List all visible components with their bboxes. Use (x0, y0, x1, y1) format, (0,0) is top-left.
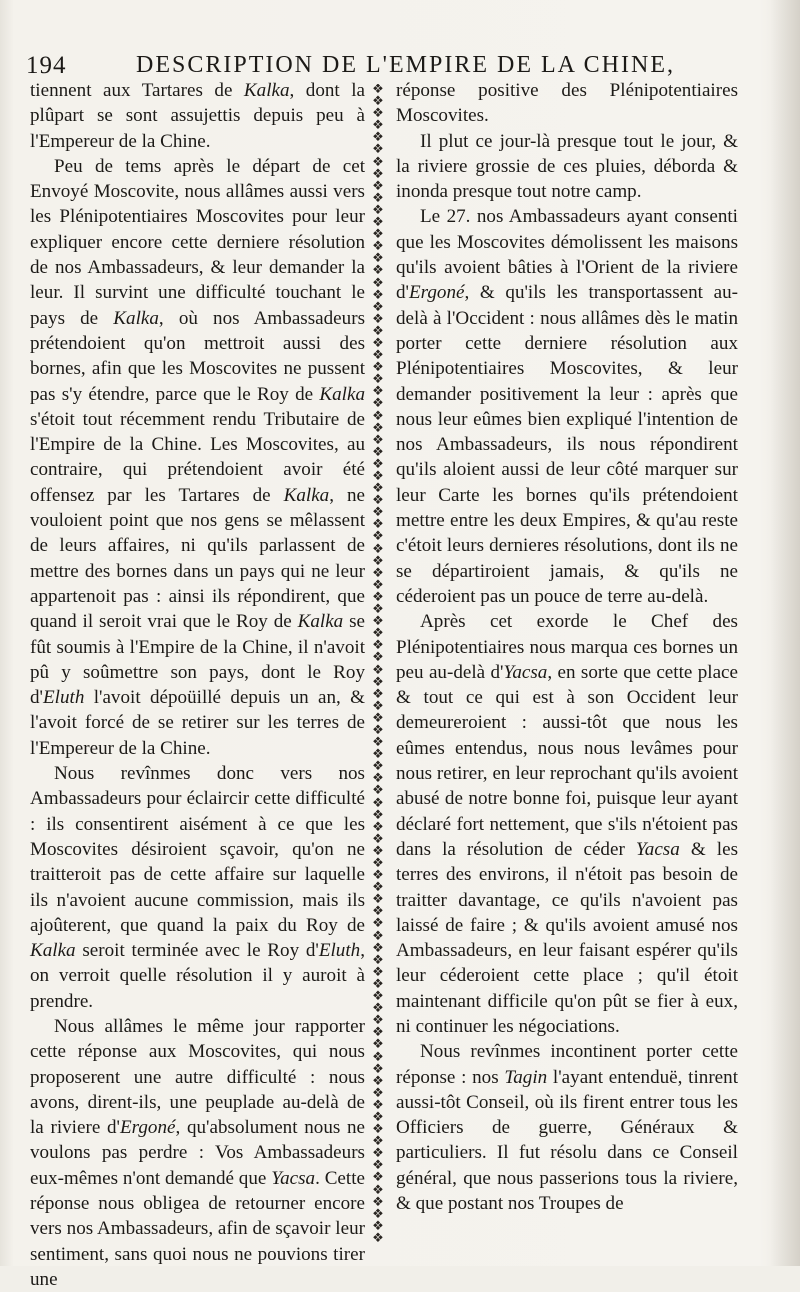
text-run: Le 27. nos Ambassadeurs ayant consenti que les Moscovites démolissent les maisons qu'ils avoient bâties à l'Orient de la riviere d' (396, 206, 738, 304)
ornament-glyph: ❖ (372, 940, 384, 956)
ornament-glyph: ❖ (372, 577, 384, 593)
ornament-glyph: ❖ (372, 84, 384, 97)
ornament-glyph: ❖ (372, 783, 384, 799)
paragraph (396, 609, 738, 1039)
ornament-glyph: ❖ (372, 626, 384, 642)
ornament-glyph: ❖ (372, 505, 384, 521)
ornament-glyph: ❖ (372, 469, 384, 484)
paragraph (30, 761, 365, 1014)
ornament-glyph: ❖ (372, 481, 384, 497)
ornament-glyph: ❖ (372, 287, 384, 303)
ornament-glyph: ❖ (372, 553, 384, 569)
page-edge-shadow (770, 0, 800, 1266)
left-text-column (30, 78, 365, 1292)
ornament-glyph: ❖ (372, 843, 384, 859)
ornament-glyph: ❖ (372, 118, 384, 134)
ornament-glyph: ❖ (372, 1182, 384, 1198)
italic-proper-noun: Yacsa (635, 838, 680, 860)
ornament-glyph: ❖ (372, 178, 384, 194)
ornament-glyph: ❖ (372, 1206, 384, 1222)
ornament-glyph: ❖ (372, 154, 384, 170)
ornament-glyph: ❖ (372, 1073, 384, 1089)
ornament-glyph: ❖ (372, 964, 384, 980)
ornament-glyph: ❖ (372, 856, 384, 871)
ornament-glyph: ❖ (372, 1013, 384, 1029)
ornament-glyph: ❖ (372, 227, 384, 243)
ornament-glyph: ❖ (372, 517, 384, 533)
ornament-glyph: ❖ (372, 142, 384, 158)
italic-proper-noun: Tagin (504, 1066, 548, 1088)
ornament-glyph: ❖ (372, 686, 384, 702)
paragraph (30, 78, 365, 154)
ornament-glyph: ❖ (372, 384, 384, 400)
ornament-glyph: ❖ (372, 529, 384, 545)
ornament-glyph: ❖ (372, 795, 384, 811)
ornament-glyph: ❖ (372, 928, 384, 944)
ornament-glyph: ❖ (372, 916, 384, 932)
ornament-glyph: ❖ (372, 989, 384, 1005)
text-run: se fût soumis à l'Empire de la Chine, il n'avoit pû y soûmettre son pays, dont le Roy d' (30, 611, 366, 709)
italic-proper-noun: Kalka (113, 307, 159, 329)
text-run: , ne vouloient point que nos gens se mêlassent de leurs affaires, ni qu'ils parlassent de mettre des bornes dans un pays qui ne leur appartenoit pas : ainsi ils répondirent, que quand il seroit vrai que le Roy de (30, 484, 365, 633)
italic-proper-noun: Kalka (243, 80, 290, 101)
italic-proper-noun: Eluth (43, 687, 85, 709)
ornament-glyph: ❖ (372, 1061, 384, 1077)
ornament-glyph: ❖ (372, 589, 384, 605)
ornament-glyph: ❖ (372, 263, 384, 279)
ornament-glyph: ❖ (372, 892, 384, 908)
text-run: Nous revînmes incontinent porter cette réponse : nos (396, 1041, 738, 1088)
text-run: Nous revînmes donc vers nos Ambassadeurs pour éclaircir cette difficulté : ils consentirent aisément à ce que les Moscovites désiroient sçavoir, qu'on ne traitteroit pas de cette affaire sur laquelle ils n'avoient aucune commission, mais ils ajoûterent, que quand la paix du Roy de (30, 763, 365, 936)
ornament-glyph: ❖ (372, 735, 384, 751)
ornament-glyph: ❖ (372, 807, 384, 823)
ornament-glyph: ❖ (372, 1097, 384, 1113)
italic-proper-noun: Kalka (319, 383, 365, 405)
ornament-glyph: ❖ (372, 831, 384, 847)
italic-proper-noun: Ergoné (119, 1117, 176, 1139)
ornament-glyph: ❖ (372, 747, 384, 763)
text-run: , & qu'ils les transportassent au-delà à l'Occident : nous allâmes dès le matin porter cette derniere résolution aux Plénipotentiaires Moscovites, & leur demander positivement la leur : après que nous leur eûmes bien expliqué l'intention de nos Ambassadeurs, ils nous répondirent qu'ils aloient aussi de leur côté marquer sur leur Carte les bornes qu'ils prétendoient mettre entre les deux Empires, & qu'au reste c'étoit leurs dernieres résolutions, dont ils ne se départiroient jamais, & qu'ils ne céderoient pas un pouce de terre au-delà. (396, 282, 738, 607)
text-run: l'ayant entenduë, tinrent aussi-tôt Conseil, où ils firent entrer tous les Officiers de guerre, Généraux & particuliers. Il fut résolu dans ce Conseil général, que nous passerions tous la riviere, & que postant nos Troupes de (396, 1066, 738, 1215)
text-run: , qu'absolument nous ne voulons pas perdre : Vos Ambassadeurs eux-mêmes n'ont demandé que (30, 1117, 366, 1189)
italic-proper-noun: Ergoné (409, 282, 465, 304)
ornament-glyph: ❖ (372, 94, 384, 110)
ornament-glyph: ❖ (372, 1025, 384, 1041)
ornament-glyph: ❖ (372, 130, 384, 146)
ornament-glyph: ❖ (372, 976, 384, 992)
ornament-glyph: ❖ (372, 372, 384, 388)
ornament-glyph: ❖ (372, 565, 384, 581)
ornament-glyph: ❖ (372, 952, 384, 968)
ornament-glyph: ❖ (372, 323, 384, 339)
column-ornament-divider (368, 84, 388, 1244)
text-run: tiennent aux Tartares de (30, 80, 244, 101)
text-run: l'avoit dépoüillé depuis un an, & l'avoit forcé de se retirer sur les terres de l'Empereur de la Chine. (30, 687, 365, 759)
ornament-glyph: ❖ (372, 456, 384, 472)
paragraph (396, 204, 738, 609)
paragraph (396, 78, 738, 129)
ornament-glyph: ❖ (372, 1134, 384, 1150)
ornament-glyph: ❖ (372, 493, 384, 509)
ornament-glyph: ❖ (372, 1049, 384, 1065)
ornament-glyph: ❖ (372, 106, 384, 122)
text-run: réponse positive des Plénipotentiaires Moscovites. (396, 80, 738, 127)
ornament-glyph: ❖ (372, 1218, 384, 1234)
ornament-glyph: ❖ (372, 215, 384, 231)
ornament-glyph: ❖ (372, 1122, 384, 1138)
ornament-glyph: ❖ (372, 868, 384, 884)
text-run: & les terres des environs, il n'étoit pas besoin de traitter davantage, ce qu'ils n'avoient pas laissé de faire ; & qu'ils avoient amusé nos Ambassadeurs, en leur faisant espérer qu'ils leur céderoient cette place ; qu'il étoit maintenant difficile qu'on pût se fier à eux, ni continuer les négociations. (396, 838, 739, 1037)
ornament-glyph: ❖ (372, 722, 384, 738)
italic-proper-noun: Yacsa (503, 661, 548, 683)
text-run: Il plut ce jour-là presque tout le jour, & la riviere grossie de ces pluies, déborda & inonda presque tout notre camp. (396, 130, 738, 203)
ornament-glyph: ❖ (372, 432, 384, 448)
text-run: , dont la plûpart se sont assujettis depuis peu à l'Empereur de la Chine. (30, 80, 365, 152)
ornament-glyph: ❖ (372, 420, 384, 436)
ornament-glyph: ❖ (372, 650, 384, 666)
text-run: Nous allâmes le même jour rapporter cette réponse aux Moscovites, qui nous proposerent une autre difficulté : nous avons, dirent-ils, une peuplade au-delà de la riviere d' (30, 1015, 365, 1139)
ornament-glyph: ❖ (372, 190, 384, 206)
text-run: seroit terminée avec le Roy d' (75, 940, 319, 962)
ornament-glyph: ❖ (372, 1170, 384, 1186)
ornament-glyph: ❖ (372, 311, 384, 327)
ornament-glyph: ❖ (372, 1158, 384, 1174)
ornament-glyph: ❖ (372, 1001, 384, 1017)
italic-proper-noun: Kalka (30, 940, 76, 962)
ornament-glyph: ❖ (372, 602, 384, 618)
ornament-glyph: ❖ (372, 1109, 384, 1125)
ornament-glyph: ❖ (372, 239, 384, 255)
ornament-glyph: ❖ (372, 638, 384, 654)
running-title: DESCRIPTION DE L'EMPIRE DE LA CHINE, (136, 52, 675, 78)
ornament-glyph: ❖ (372, 674, 384, 690)
ornament-glyph: ❖ (372, 880, 384, 896)
ornament-glyph: ❖ (372, 360, 384, 376)
text-run: Après cet exorde le Chef des Plénipotentiaires nous marqua ces bornes un peu au-delà d' (396, 611, 738, 683)
ornament-glyph: ❖ (372, 710, 384, 726)
page-number: 194 (26, 52, 67, 79)
text-run: , on verroit quelle résolution il y auroit à prendre. (30, 940, 365, 1012)
ornament-glyph: ❖ (372, 1037, 384, 1053)
ornament-glyph: ❖ (372, 396, 384, 412)
ornament-glyph: ❖ (372, 202, 384, 218)
ornament-glyph: ❖ (372, 904, 384, 920)
right-text-column (396, 78, 738, 1216)
text-run: , où nos Ambassadeurs prétendoient qu'on mettroit aussi des bornes, afin que les Moscovites ne pussent pas s'y étendre, parce que le Roy de (30, 307, 365, 405)
ornament-glyph: ❖ (372, 1230, 384, 1244)
ornament-glyph: ❖ (372, 759, 384, 775)
text-run: Peu de tems après le départ de cet Envoyé Moscovite, nous allâmes aussi vers les Plénipotentiaires Moscovites pour leur expliquer encore cette derniere résolution de nos Ambassadeurs, & leur demander la leur. Il survint une difficulté touchant le pays de (30, 155, 365, 329)
ornament-glyph: ❖ (372, 275, 384, 291)
italic-proper-noun: Eluth (318, 940, 361, 962)
ornament-glyph: ❖ (372, 1146, 384, 1162)
ornament-glyph: ❖ (372, 541, 384, 557)
ornament-glyph: ❖ (372, 614, 384, 630)
text-run: s'étoit tout récemment rendu Tributaire de l'Empire de la Chine. Les Moscovites, au contraire, qui prétendoient avoir été offensez par les Tartares de (30, 408, 365, 506)
paragraph (30, 1014, 365, 1292)
ornament-glyph: ❖ (372, 408, 384, 424)
italic-proper-noun: Kalka (283, 484, 330, 506)
text-run: . Cette réponse nous obligea de retourner encore vers nos Ambassadeurs, afin de sçavoir leur sentiment, sans quoi nous ne pouvions tirer une (30, 1167, 365, 1290)
text-run: , en sorte que cette place & tout ce qui est à son Occident leur demeureroient : aussi-tôt que nous les eûmes entendus, nous nous levâmes pour nous retirer, en leur reprochant qu'ils avoient abusé de notre bonne foi, puisque leur ayant déclaré fort nettement, que s'ils n'étoient pas dans la résolution de céder (396, 661, 738, 860)
ornament-glyph: ❖ (372, 348, 384, 364)
paragraph (30, 154, 365, 761)
paragraph (396, 1039, 738, 1216)
paragraph (396, 129, 738, 205)
ornament-glyph: ❖ (372, 444, 384, 460)
ornament-glyph: ❖ (372, 1085, 384, 1101)
italic-proper-noun: Kalka (297, 611, 344, 633)
ornament-glyph: ❖ (372, 819, 384, 835)
ornament-glyph: ❖ (372, 335, 384, 351)
ornament-glyph: ❖ (372, 662, 384, 678)
ornament-glyph: ❖ (372, 1194, 384, 1210)
italic-proper-noun: Yacsa (271, 1167, 316, 1189)
ornament-glyph: ❖ (372, 771, 384, 787)
ornament-glyph: ❖ (372, 299, 384, 315)
ornament-glyph: ❖ (372, 698, 384, 714)
ornament-glyph: ❖ (372, 166, 384, 182)
ornament-glyph: ❖ (372, 251, 384, 267)
